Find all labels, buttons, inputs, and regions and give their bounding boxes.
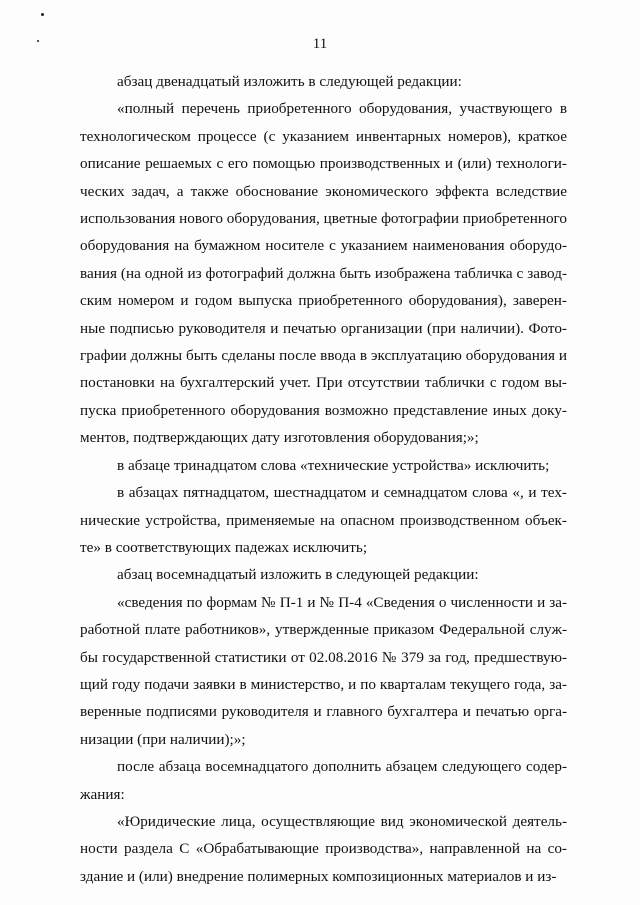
paragraph — [80, 753, 567, 808]
text-line: бы государственной статистики от 02.08.2016 № 379 за год, предшествую- — [80, 648, 567, 666]
paragraph — [80, 68, 567, 95]
text-line: абзац восемнадцатый изложить в следующей редакции: — [117, 566, 479, 584]
text-line: постановки на бухгалтерский учет. При отсутствии таблички с годом вы- — [80, 374, 567, 392]
text-line: «Юридические лица, осуществляющие вид экономической деятель- — [117, 812, 567, 830]
text-line: работной плате работников», утвержденные приказом Федеральной служ- — [80, 621, 567, 639]
text-line: щий году подачи заявки в министерство, и по кварталам текущего года, за- — [80, 675, 567, 693]
text-line: ческих задач, а также обоснование экономического эффекта вследствие — [80, 182, 567, 200]
paragraph — [80, 561, 567, 588]
text-line: ные подписью руководителя и печатью организации (при наличии). Фото- — [80, 319, 567, 337]
text-line: после абзаца восемнадцатого дополнить абзацем следующего содер- — [117, 758, 567, 776]
text-line: нические устройства, применяемые на опасном производственном объек- — [80, 511, 567, 529]
paragraph — [80, 452, 567, 479]
text-line: ским номером и годом выпуска приобретенного оборудования), заверен- — [80, 292, 567, 310]
text-line: описание решаемых с его помощью производственных и (или) технологи- — [80, 155, 567, 173]
text-line: в абзаце тринадцатом слова «технические устройства» исключить; — [117, 456, 550, 474]
text-line: «полный перечень приобретенного оборудования, участвующего в — [117, 100, 567, 118]
paragraph — [80, 95, 567, 451]
text-line: те» в соответствующих падежах исключить; — [80, 538, 368, 556]
paragraph — [80, 589, 567, 753]
text-line: здание и (или) внедрение полимерных композиционных материалов и из- — [80, 867, 557, 885]
text-line: использования нового оборудования, цветные фотографии приобретенного — [80, 210, 567, 228]
text-line: низации (при наличии);»; — [80, 730, 246, 748]
text-line: веренные подписями руководителя и главного бухгалтера и печатью орга- — [80, 703, 567, 721]
text-line: оборудования на бумажном носителе с указанием наименования оборудо- — [80, 237, 567, 255]
text-line: технологическом процессе (с указанием инвентарных номеров), краткое — [80, 127, 567, 145]
text-line: графии должны быть сделаны после ввода в эксплуатацию оборудования и — [80, 347, 567, 365]
text-line: ментов, подтверждающих дату изготовления оборудования;»; — [80, 429, 479, 447]
text-line: ности раздела С «Обрабатывающие производства», направленной на со- — [80, 840, 567, 858]
paragraph — [80, 479, 567, 561]
text-line: «сведения по формам № П-1 и № П-4 «Сведения о численности и за- — [117, 593, 567, 611]
text-line: абзац двенадцатый изложить в следующей редакции: — [117, 73, 462, 90]
text-line: жания: — [80, 785, 125, 803]
page-number: 11 — [312, 36, 328, 52]
text-line: пуска приобретенного оборудования возможно представление иных доку- — [80, 401, 567, 419]
document-body — [80, 68, 567, 890]
paragraph — [80, 808, 567, 890]
text-line: вания (на одной из фотографий должна быть изображена табличка с завод- — [80, 264, 567, 282]
scan-speck — [41, 13, 44, 16]
text-line: в абзацах пятнадцатом, шестнадцатом и семнадцатом слова «, и тех- — [117, 484, 567, 502]
